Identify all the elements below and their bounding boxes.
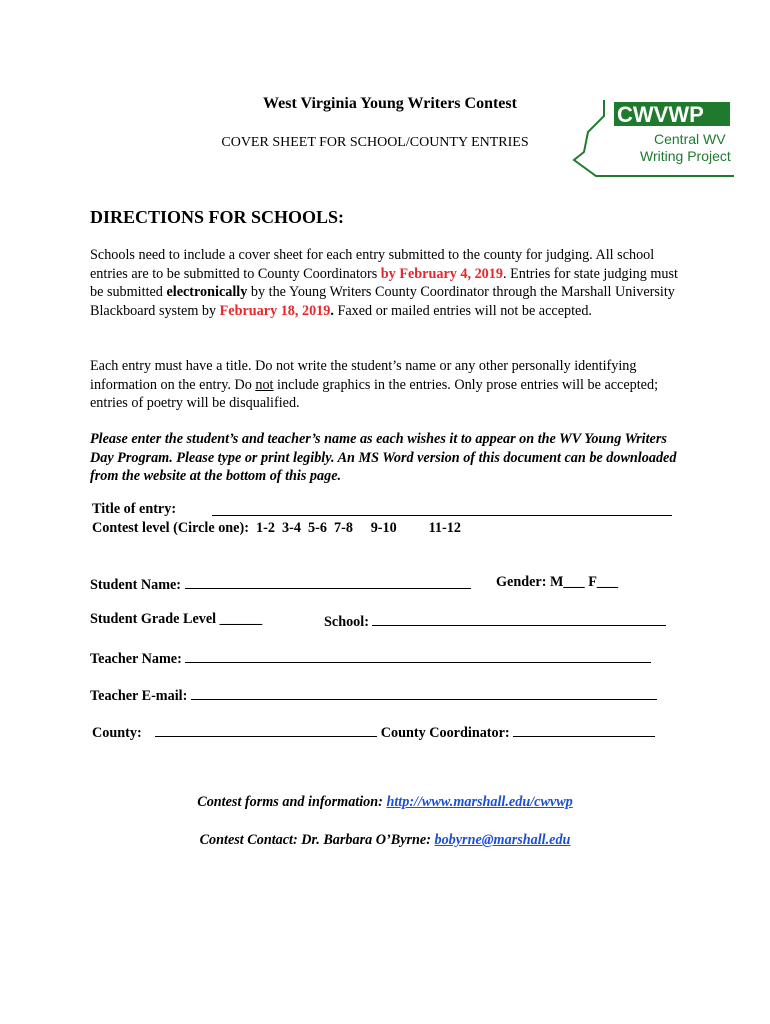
county-field[interactable] [155,722,377,737]
school-row: School: [324,611,666,631]
student-name-field[interactable] [185,574,471,589]
county-coordinator-field[interactable] [513,722,655,737]
student-name-row: Student Name: [90,574,471,594]
logo-main-text: CWVWP [617,102,704,127]
teacher-name-field[interactable] [185,648,651,663]
gender-field[interactable]: Gender: M___ F___ [496,574,619,590]
teacher-name-row: Teacher Name: [90,648,651,668]
page-title: West Virginia Young Writers Contest [263,95,517,112]
county-row: County: County Coordinator: [92,722,655,742]
school-field[interactable] [372,611,666,626]
contest-contact-line: Contest Contact: Dr. Barbara O’Byrne: bobyrne@marshall.edu [199,832,571,848]
logo-line2-text: Writing Project [640,148,731,164]
directions-paragraph-1: Schools need to include a cover sheet for each entry submitted to the county for judging. All school entries are to be submitted to County Coordinators by February 4, 2019. Entries for state judging must be submitted electronically by the Young Writers County Coordinator through the Marshall University Blackboard system by February 18, 2019. Faxed or mailed entries will not be accepted. [90,247,678,319]
contest-contact-email-link[interactable]: bobyrne@marshall.edu [434,832,571,848]
contest-forms-line: Contest forms and information: http://www.marshall.edu/cwvwp [197,794,573,810]
contest-forms-link[interactable]: http://www.marshall.edu/cwvwp [386,794,573,810]
cwvwp-logo [570,94,734,180]
title-of-entry-label: Title of entry: [92,501,177,517]
logo-line1-text: Central WV [654,131,726,147]
contest-level-options[interactable]: 1-2 3-4 5-6 7-8 9-10 11-12 [256,520,461,536]
title-of-entry-field[interactable] [212,501,672,516]
teacher-email-field[interactable] [191,685,657,700]
page-subtitle: COVER SHEET FOR SCHOOL/COUNTY ENTRIES [221,135,529,150]
contest-level-row: Contest level (Circle one): 1-2 3-4 5-6 7-8 9-10 11-12 [92,520,461,536]
directions-paragraph-2: Each entry must have a title. Do not write the student’s name or any other personally identifying information on the entry. Do not include graphics in the entries. Only prose entries will be accepted; entries of poetry will be disqualified. [90,358,659,411]
directions-paragraph-3: Please enter the student’s and teacher’s name as each wishes it to appear on the WV Young Writers Day Program. Please type or print legibly. An MS Word version of this document can be downloaded from the website at the bottom of this page. [90,431,677,484]
teacher-email-row: Teacher E-mail: [90,685,657,705]
directions-heading: DIRECTIONS FOR SCHOOLS: [90,207,345,227]
student-grade-field[interactable]: Student Grade Level ______ [90,611,263,627]
